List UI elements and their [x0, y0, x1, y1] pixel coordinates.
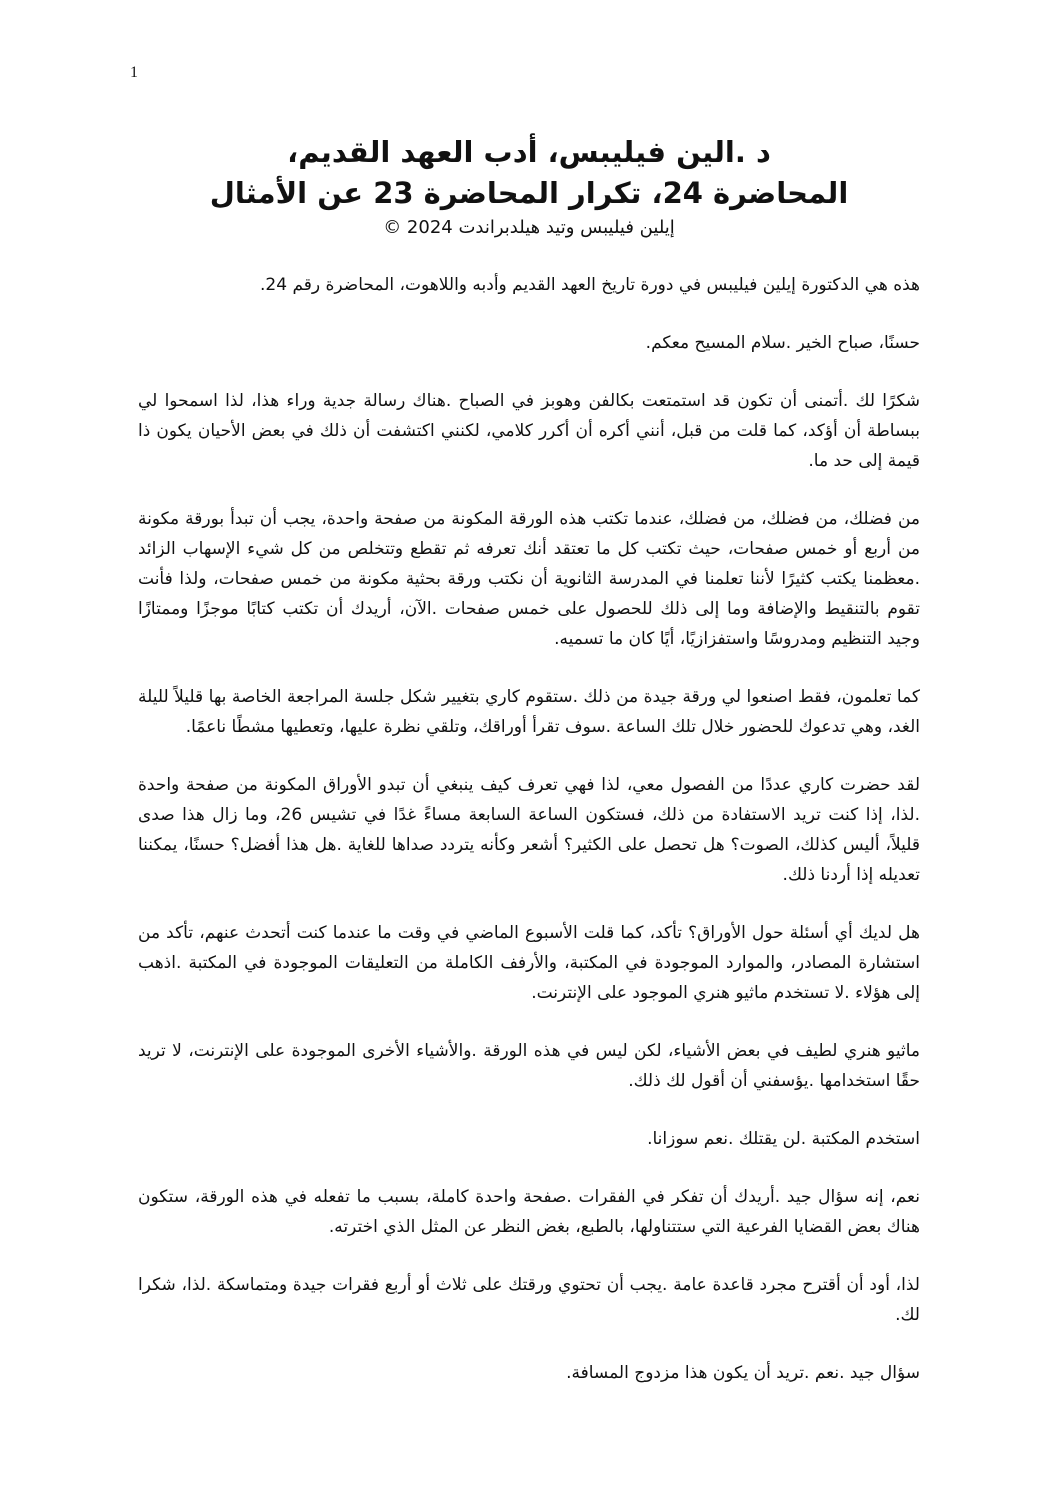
paragraph: من فضلك، من فضلك، من فضلك، عندما تكتب هذه الورقة المكونة من صفحة واحدة، يجب أن تبدأ بورقة مكونة من أربع أو خمس صفحات، حيث تكتب كل ما تعتقد أنك تعرفه ثم تقطع وتتخلص من كل شيء الإسهاب الزائد .معظمنا يكتب كثيرًا لأننا تعلمنا في المدرسة الثانوية أن نكتب ورقة بحثية مكونة من خمس صفحات، ولذا فأنت تقوم بالتنقيط والإضافة وما إلى ذلك للحصول على خمس صفحات .الآن، أريدك أن تكتب كتابًا موجزًا وممتازًا وجيد التنظيم ومدروسًا واستفزازيًا، أيًا كان ما تسميه. — [138, 509, 920, 649]
paragraph: هل لديك أي أسئلة حول الأوراق؟ تأكد، كما قلت الأسبوع الماضي في وقت ما عندما كنت أتحدث عنهم، تأكد من استشارة المصادر، والموارد الموجودة في المكتبة، والأرفف الكاملة من التعليقات الموجودة في المكتبة .اذهب إلى هؤلاء .لا تستخدم ماثيو هنري الموجود على الإنترنت. — [138, 923, 920, 1003]
title-line-2: المحاضرة 24، تكرار المحاضرة 23 عن الأمثال — [209, 176, 849, 210]
paragraph: شكرًا لك .أتمنى أن تكون قد استمتعت بكالفن وهوبز في الصباح .هناك رسالة جدية وراء هذا، لذا اسمحوا لي ببساطة أن أؤكد، كما قلت من قبل، أنني أكره أن أكرر كلامي، لكنني اكتشفت أن ذلك في بعض الأحيان يكون ذا قيمة إلى حد ما. — [138, 391, 920, 471]
paragraph: كما تعلمون، فقط اصنعوا لي ورقة جيدة من ذلك .ستقوم كاري بتغيير شكل جلسة المراجعة الخاصة بها قليلاً لليلة الغد، وهي تدعوك للحضور خلال تلك الساعة .سوف تقرأ أوراقك، وتلقي نظرة عليها، وتعطيها مشطًا ناعمًا. — [138, 687, 920, 737]
paragraph: لذا، أود أن أقترح مجرد قاعدة عامة .يجب أن تحتوي ورقتك على ثلاث أو أربع فقرات جيدة ومتماسكة .لذا، شكرا لك. — [138, 1275, 920, 1325]
document-header — [130, 132, 928, 240]
paragraph: لقد حضرت كاري عددًا من الفصول معي، لذا فهي تعرف كيف ينبغي أن تبدو الأوراق المكونة من صفحة واحدة .لذا، إذا كنت تريد الاستفادة من ذلك، فستكون الساعة السابعة مساءً غدًا في تشيس 26، وما زال هذا صدى قليلاً، أليس كذلك، الصوت؟ هل تحصل على الكثير؟ أشعر وكأنه يتردد صداها للغاية .هل هذا أفضل؟ حسنًا، يمكننا تعديله إذا أردنا ذلك. — [138, 775, 920, 885]
title-line-1: د .الين فيليبس، أدب العهد القديم، — [287, 135, 771, 169]
paragraph: ماثيو هنري لطيف في بعض الأشياء، لكن ليس في هذه الورقة .والأشياء الأخرى الموجودة على الإنترنت، لا تريد حقًا استخدامها .يؤسفني أن أقول لك ذلك. — [138, 1041, 920, 1091]
copyright-line: إيلين فيليبس وتيد هيلدبراندت 2024 © — [383, 217, 675, 238]
paragraph: سؤال جيد .نعم .تريد أن يكون هذا مزدوج المسافة. — [566, 1363, 920, 1383]
paragraph: استخدم المكتبة .لن يقتلك .نعم سوزانا. — [647, 1129, 920, 1149]
page-number: 1 — [130, 64, 138, 81]
document-body — [138, 270, 920, 1388]
paragraph: نعم، إنه سؤال جيد .أريدك أن تفكر في الفقرات .صفحة واحدة كاملة، بسبب ما تفعله في هذه الورقة، ستكون هناك بعض القضايا الفرعية التي ستتناولها، بالطبع، بغض النظر عن المثل الذي اخترته. — [138, 1187, 920, 1237]
paragraph: هذه هي الدكتورة إيلين فيليبس في دورة تاريخ العهد القديم وأدبه واللاهوت، المحاضرة رقم 24. — [260, 275, 920, 295]
paragraph: حسنًا، صباح الخير .سلام المسيح معكم. — [645, 333, 920, 353]
